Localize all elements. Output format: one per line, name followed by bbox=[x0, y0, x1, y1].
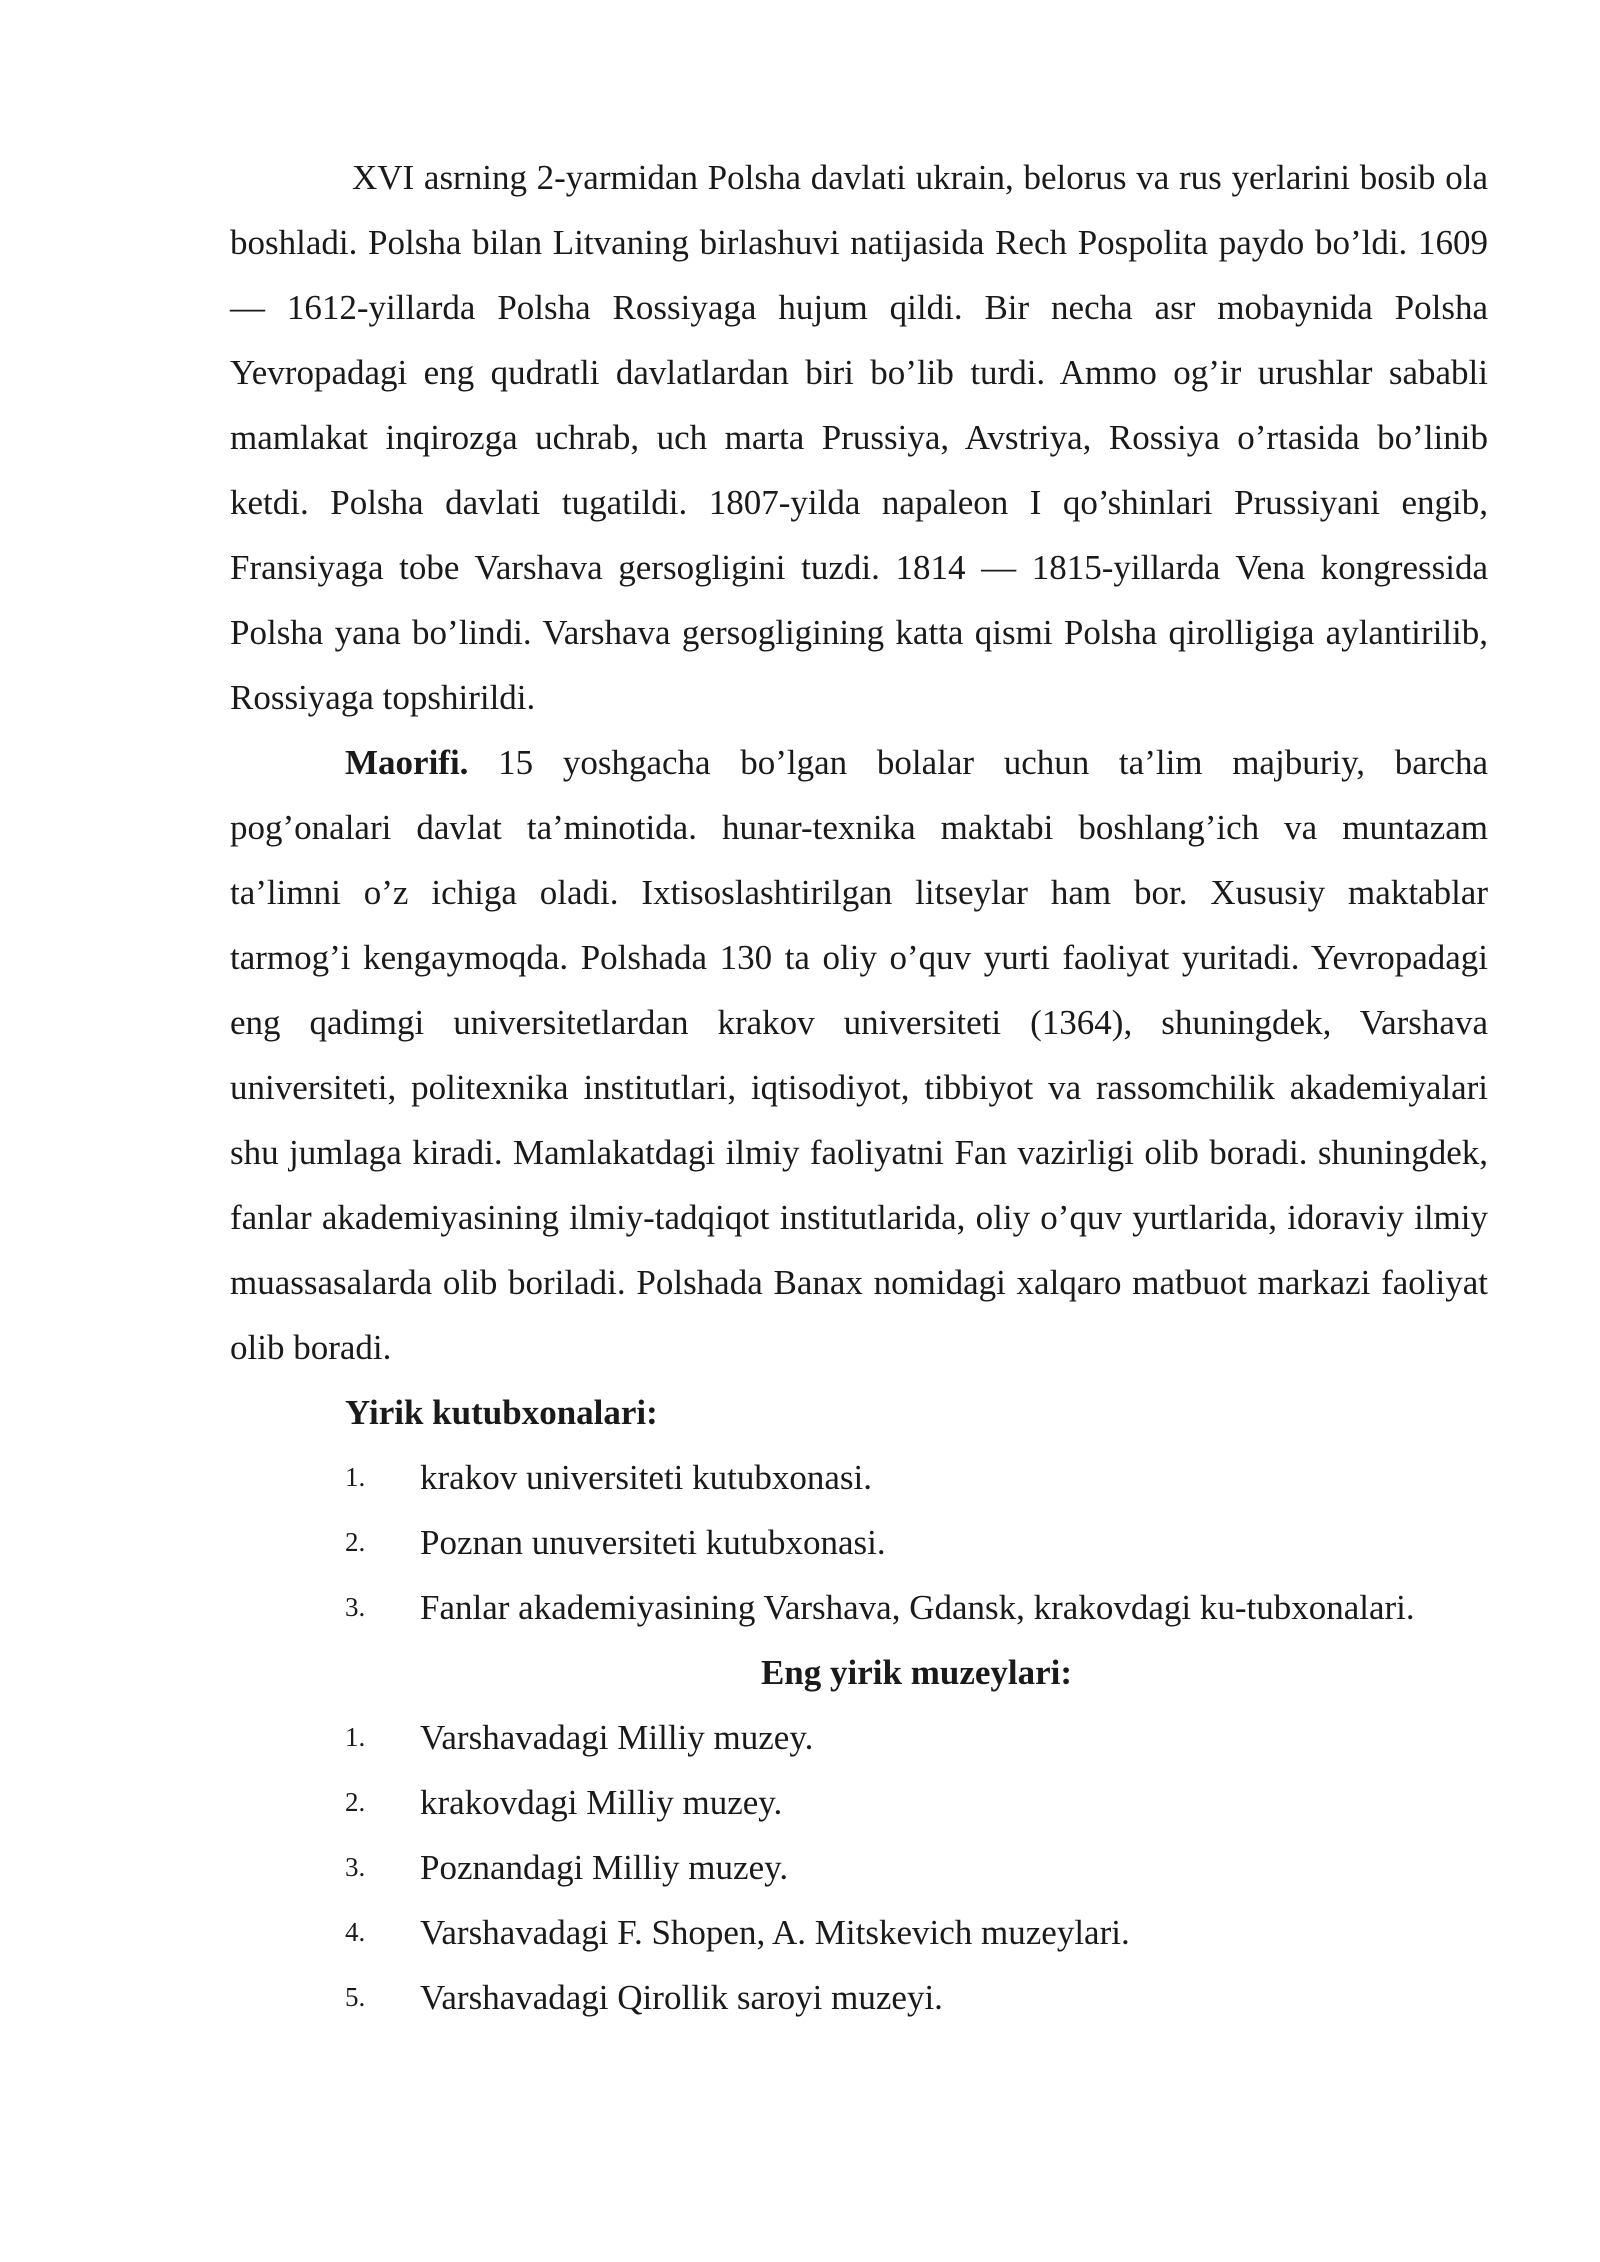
list-item-number: 1. bbox=[345, 1462, 366, 1492]
list-item-number: 4. bbox=[345, 1917, 366, 1947]
education-lead-heading: Maorifi. bbox=[345, 743, 469, 782]
list-item bbox=[230, 1835, 1488, 1900]
list-item-number: 1. bbox=[345, 1722, 366, 1752]
list-item-number: 3. bbox=[345, 1852, 366, 1882]
list-item bbox=[230, 1705, 1488, 1770]
education-paragraph-text: 15 yoshgacha bo’lgan bolalar uchun ta’lim majburiy, barcha pog’onalari davlat ta’minotida. hunar-texnika maktabi boshlang’ich va muntazam ta’limni o’z ichiga oladi. Ixtisoslashtirilgan litseylar ham bor. Xususiy maktablar tarmog’i kengaymoqda. Polshada 130 ta oliy o’quv yurti faoliyat yuritadi. Yevropadagi eng qadimgi universitetlardan krakov universiteti (1364), shuningdek, Varshava universiteti, politexnika institutlari, iqtisodiyot, tibbiyot va rassomchilik akademiyalari shu jumlaga kiradi. Mamlakatdagi ilmiy faoliyatni Fan vazirligi olib boradi. shuningdek, fanlar akademiyasining ilmiy-tadqiqot institutlarida, oliy o’quv yurtlarida, idoraviy ilmiy muassasalarda olib boriladi. Polshada Banax nomidagi xalqaro matbuot markazi faoliyat olib boradi. bbox=[230, 743, 1488, 1367]
museums-list bbox=[230, 1705, 1488, 2030]
history-paragraph: XVI asrning 2-yarmidan Polsha davlati ukrain, belorus va rus yerlarini bosib ola boshladi. Polsha bilan Litvaning birlashuvi natijasida Rech Pospolita paydo bo’ldi. 1609 — 1612-yillarda Polsha Rossiyaga hujum qildi. Bir necha asr mobaynida Polsha Yevropadagi eng qudratli davlatlardan biri bo’lib turdi. Ammo og’ir urushlar sababli mamlakat inqirozga uchrab, uch marta Prussiya, Avstriya, Rossiya o’rtasida bo’linib ketdi. Polsha davlati tugatildi. 1807-yilda napaleon I qo’shinlari Prussiyani engib, Fransiyaga tobe Varshava gersogligini tuzdi. 1814 — 1815-yillarda Vena kongressida Polsha yana bo’lindi. Varshava gersogligining katta qismi Polsha qirolligiga aylantirilib, Rossiyaga topshirildi. bbox=[230, 158, 1488, 717]
list-item-text: Varshavadagi Milliy muzey. bbox=[420, 1718, 814, 1757]
list-item-number: 2. bbox=[345, 1787, 366, 1817]
list-item-text: krakovdagi Milliy muzey. bbox=[420, 1783, 783, 1822]
list-item bbox=[230, 1575, 1488, 1640]
list-item-text: Poznan unuversiteti kutubxonasi. bbox=[420, 1523, 886, 1562]
museums-heading: Eng yirik muzeylari: bbox=[760, 1653, 1073, 1692]
list-item-number: 3. bbox=[345, 1592, 366, 1622]
libraries-list bbox=[230, 1445, 1488, 1640]
list-item-text: Varshavadagi Qirollik saroyi muzeyi. bbox=[420, 1978, 943, 2017]
list-item bbox=[230, 1445, 1488, 1510]
list-item-text: Varshavadagi F. Shopen, A. Mitskevich muzeylari. bbox=[420, 1913, 1130, 1952]
list-item-number: 5. bbox=[345, 1982, 366, 2012]
list-item bbox=[230, 1900, 1488, 1965]
list-item bbox=[230, 1510, 1488, 1575]
list-item bbox=[230, 1770, 1488, 1835]
libraries-heading: Yirik kutubxonalari: bbox=[345, 1393, 658, 1432]
list-item-text: krakov universiteti kutubxonasi. bbox=[420, 1458, 873, 1497]
education-paragraph bbox=[230, 730, 1488, 1380]
document-page bbox=[230, 145, 1488, 2030]
list-item bbox=[230, 1965, 1488, 2030]
list-item-text: Poznandagi Milliy muzey. bbox=[420, 1848, 789, 1887]
list-item-number: 2. bbox=[345, 1527, 366, 1557]
list-item-text: Fanlar akademiyasining Varshava, Gdansk, krakovdagi ku-tubxonalari. bbox=[420, 1588, 1415, 1627]
